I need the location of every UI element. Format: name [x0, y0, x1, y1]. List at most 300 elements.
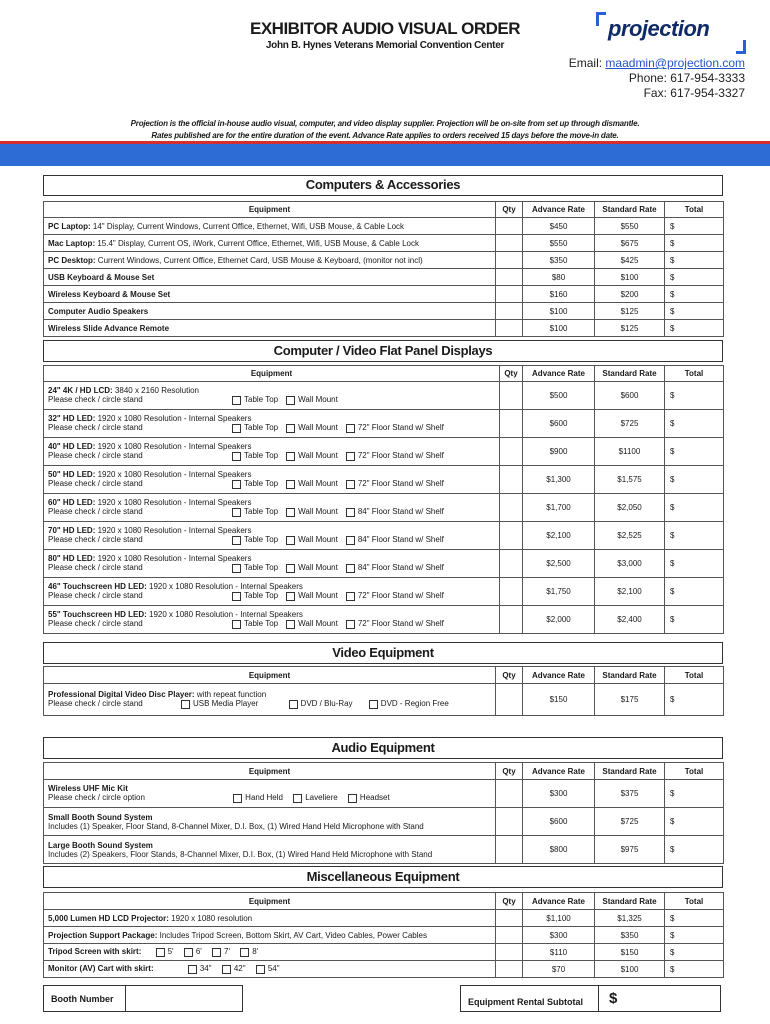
- total-cell[interactable]: $: [665, 910, 724, 927]
- option-wall-mount: Wall Mount: [298, 423, 338, 433]
- advance-rate: $100: [523, 303, 595, 320]
- option-wall-mount: Wall Mount: [298, 591, 338, 601]
- section-title-computers: Computers & Accessories: [43, 175, 723, 196]
- advance-rate: $80: [523, 269, 595, 286]
- check-note: Please check / circle option: [48, 793, 145, 803]
- item-name: Wireless Slide Advance Remote: [48, 323, 170, 333]
- qty-cell[interactable]: [496, 303, 523, 320]
- equipment-cell: [44, 606, 500, 634]
- item-name: 24" 4K / HD LCD:: [48, 386, 113, 396]
- table-row: [44, 606, 724, 634]
- option-floor-stand: 72" Floor Stand w/ Shelf: [357, 591, 444, 601]
- col-standard: Standard Rate: [595, 667, 665, 684]
- check-note: Please check / circle stand: [48, 535, 143, 545]
- check-note: Please check / circle stand: [48, 423, 143, 433]
- standard-rate: $2,400: [595, 606, 665, 634]
- item-desc: Current Windows, Current Office, Ethernet Card, USB Mouse & Keyboard, (monitor not incl): [97, 255, 423, 265]
- qty-cell[interactable]: [496, 944, 523, 961]
- standard-rate: $725: [595, 808, 665, 836]
- standard-rate: $550: [595, 218, 665, 235]
- booth-number-field[interactable]: [128, 986, 242, 1011]
- standard-rate: $1,575: [595, 466, 665, 494]
- item-name: 40" HD LED:: [48, 442, 96, 452]
- equipment-cell: [44, 218, 496, 235]
- checkbox[interactable]: [232, 592, 241, 601]
- advance-rate: $1,750: [523, 578, 595, 606]
- col-standard: Standard Rate: [595, 366, 665, 382]
- checkbox[interactable]: [188, 965, 197, 974]
- col-equipment: Equipment: [44, 667, 496, 684]
- equipment-cell: [44, 910, 496, 927]
- checkbox[interactable]: [286, 396, 295, 405]
- equipment-cell: [44, 252, 496, 269]
- option-34in: 34": [199, 964, 212, 974]
- item-desc: Includes (1) Speaker, Floor Stand, 8-Channel Mixer, D.I. Box, (1) Wired Hand Held Microphone with Stand: [48, 821, 424, 831]
- checkbox[interactable]: [286, 452, 295, 461]
- item-desc: 1920 x 1080 Resolution - Internal Speakers: [97, 470, 252, 480]
- advance-rate: $900: [523, 438, 595, 466]
- computers-table: [43, 201, 724, 337]
- checkbox[interactable]: [286, 508, 295, 517]
- col-equipment: Equipment: [44, 366, 500, 382]
- table-row: [44, 961, 724, 978]
- item-name: 50" HD LED:: [48, 470, 96, 480]
- standard-rate: $125: [595, 303, 665, 320]
- total-cell[interactable]: $: [665, 836, 724, 864]
- total-cell[interactable]: $: [665, 410, 724, 438]
- option-wall-mount: Wall Mount: [298, 479, 338, 489]
- checkbox[interactable]: [233, 794, 242, 803]
- advance-rate: $110: [523, 944, 595, 961]
- standard-rate: $675: [595, 235, 665, 252]
- total-cell[interactable]: $: [665, 235, 724, 252]
- col-advance: Advance Rate: [523, 366, 595, 382]
- item-name: Projection Support Package:: [48, 930, 158, 940]
- checkbox[interactable]: [212, 948, 221, 957]
- equipment-cell: [44, 235, 496, 252]
- table-row: [44, 269, 724, 286]
- col-qty: Qty: [496, 763, 523, 780]
- total-cell[interactable]: $: [665, 550, 724, 578]
- checkbox[interactable]: [232, 480, 241, 489]
- total-cell[interactable]: $: [665, 606, 724, 634]
- col-advance: Advance Rate: [523, 893, 595, 910]
- col-equipment: Equipment: [44, 893, 496, 910]
- item-desc: 1920 x 1080 Resolution - Internal Speakers: [97, 554, 252, 564]
- checkbox[interactable]: [181, 700, 190, 709]
- table-row: [44, 578, 724, 606]
- option-table-top: Table Top: [244, 507, 279, 517]
- displays-table: [43, 365, 724, 634]
- table-row: [44, 550, 724, 578]
- advance-rate: $1,700: [523, 494, 595, 522]
- option-floor-stand: 72" Floor Stand w/ Shelf: [357, 451, 444, 461]
- advance-rate: $150: [523, 684, 595, 716]
- checkbox[interactable]: [346, 536, 355, 545]
- section-title-video: Video Equipment: [43, 642, 723, 664]
- checkbox[interactable]: [346, 592, 355, 601]
- standard-rate: $2,525: [595, 522, 665, 550]
- advance-rate: $500: [523, 382, 595, 410]
- standard-rate: $150: [595, 944, 665, 961]
- option-wall-mount: Wall Mount: [298, 535, 338, 545]
- checkbox[interactable]: [232, 564, 241, 573]
- checkbox[interactable]: [240, 948, 249, 957]
- checkbox[interactable]: [289, 700, 298, 709]
- total-cell[interactable]: $: [665, 780, 724, 808]
- option-6ft: 6': [195, 947, 202, 957]
- option-wall-mount: Wall Mount: [298, 451, 338, 461]
- logo-text: projection: [608, 16, 710, 41]
- total-cell[interactable]: $: [665, 808, 724, 836]
- check-note: Please check / circle stand: [48, 395, 143, 405]
- qty-cell[interactable]: [500, 522, 523, 550]
- item-name: Mac Laptop:: [48, 238, 96, 248]
- checkbox[interactable]: [286, 592, 295, 601]
- booth-number-label: Booth Number: [51, 994, 114, 1004]
- item-name: 32" HD LED:: [48, 414, 96, 424]
- option-table-top: Table Top: [244, 591, 279, 601]
- equipment-cell: [44, 836, 496, 864]
- col-qty: Qty: [496, 667, 523, 684]
- item-name: Computer Audio Speakers: [48, 306, 149, 316]
- checkbox[interactable]: [346, 480, 355, 489]
- col-advance: Advance Rate: [523, 667, 595, 684]
- equipment-cell: [44, 494, 500, 522]
- option-wall-mount: Wall Mount: [298, 395, 338, 405]
- col-standard: Standard Rate: [595, 763, 665, 780]
- equipment-cell: [44, 522, 500, 550]
- item-name: PC Laptop:: [48, 221, 91, 231]
- equipment-cell: [44, 780, 496, 808]
- qty-cell[interactable]: [496, 684, 523, 716]
- item-desc: 1920 x 1080 Resolution - Internal Speakers: [97, 526, 252, 536]
- option-table-top: Table Top: [244, 451, 279, 461]
- col-qty: Qty: [500, 366, 523, 382]
- item-name: Tripod Screen with skirt:: [48, 947, 142, 957]
- option-hand-held: Hand Held: [245, 793, 283, 803]
- advance-rate: $1,100: [523, 910, 595, 927]
- equipment-cell: [44, 578, 500, 606]
- standard-rate: $175: [595, 684, 665, 716]
- projection-logo: [596, 12, 746, 54]
- table-row: [44, 808, 724, 836]
- checkbox[interactable]: [184, 948, 193, 957]
- phone: Phone: 617-954-3333: [628, 71, 745, 85]
- option-wall-mount: Wall Mount: [298, 507, 338, 517]
- col-qty: Qty: [496, 893, 523, 910]
- standard-rate: $350: [595, 927, 665, 944]
- advance-rate: $550: [523, 235, 595, 252]
- checkbox[interactable]: [232, 424, 241, 433]
- item-desc: 1920 x 1080 Resolution - Internal Speakers: [97, 442, 252, 452]
- advance-rate: $70: [523, 961, 595, 978]
- qty-cell[interactable]: [496, 961, 523, 978]
- total-cell[interactable]: $: [665, 320, 724, 337]
- table-row: [44, 286, 724, 303]
- subtotal-label: Equipment Rental Subtotal: [468, 997, 584, 1007]
- item-name: Wireless Keyboard & Mouse Set: [48, 289, 171, 299]
- qty-cell[interactable]: [500, 606, 523, 634]
- item-desc: 1920 x 1080 Resolution - Internal Speakers: [97, 414, 252, 424]
- item-name: 70" HD LED:: [48, 526, 96, 536]
- equipment-cell: [44, 320, 496, 337]
- total-cell[interactable]: $: [665, 684, 724, 716]
- misc-table: [43, 892, 724, 978]
- total-cell[interactable]: $: [665, 438, 724, 466]
- table-row: [44, 944, 724, 961]
- option-floor-stand: 84" Floor Stand w/ Shelf: [357, 563, 444, 573]
- table-row: [44, 836, 724, 864]
- qty-cell[interactable]: [500, 550, 523, 578]
- total-cell[interactable]: $: [665, 466, 724, 494]
- option-table-top: Table Top: [244, 479, 279, 489]
- option-5ft: 5': [167, 947, 174, 957]
- table-row: [44, 522, 724, 550]
- equipment-cell: [44, 944, 496, 961]
- qty-cell[interactable]: [500, 438, 523, 466]
- checkbox[interactable]: [232, 536, 241, 545]
- blue-banner: [0, 144, 770, 166]
- option-floor-stand: 84" Floor Stand w/ Shelf: [357, 535, 444, 545]
- col-total: Total: [665, 667, 724, 684]
- option-table-top: Table Top: [244, 423, 279, 433]
- qty-cell[interactable]: [496, 286, 523, 303]
- table-row: [44, 320, 724, 337]
- table-row: [44, 382, 724, 410]
- checkbox[interactable]: [286, 424, 295, 433]
- advance-rate: $1,300: [523, 466, 595, 494]
- item-name: Large Booth Sound System: [48, 840, 153, 850]
- table-row: [44, 303, 724, 320]
- option-floor-stand: 72" Floor Stand w/ Shelf: [357, 423, 444, 433]
- standard-rate: $975: [595, 836, 665, 864]
- item-name: USB Keyboard & Mouse Set: [48, 272, 155, 282]
- item-name: 5,000 Lumen HD LCD Projector:: [48, 913, 169, 923]
- option-wall-mount: Wall Mount: [298, 563, 338, 573]
- section-title-audio: Audio Equipment: [43, 737, 723, 759]
- col-total: Total: [665, 893, 724, 910]
- qty-cell[interactable]: [500, 466, 523, 494]
- option-floor-stand: 72" Floor Stand w/ Shelf: [357, 479, 444, 489]
- option-floor-stand: 84" Floor Stand w/ Shelf: [357, 507, 444, 517]
- equipment-cell: [44, 684, 496, 716]
- advance-rate: $160: [523, 286, 595, 303]
- qty-cell[interactable]: [496, 269, 523, 286]
- check-note: Please check / circle stand: [48, 699, 143, 709]
- qty-cell[interactable]: [496, 320, 523, 337]
- table-row: [44, 252, 724, 269]
- check-note: Please check / circle stand: [48, 479, 143, 489]
- checkbox[interactable]: [346, 508, 355, 517]
- qty-cell[interactable]: [496, 235, 523, 252]
- checkbox[interactable]: [346, 620, 355, 629]
- option-8ft: 8': [252, 947, 259, 957]
- check-note: Please check / circle stand: [48, 591, 143, 601]
- option-headset: Headset: [359, 793, 390, 803]
- option-table-top: Table Top: [244, 563, 279, 573]
- section-title-misc: Miscellaneous Equipment: [43, 866, 723, 888]
- item-desc: 14" Display, Current Windows, Current Office, Ethernet, Wifi, USB Mouse, & Cable Lock: [92, 221, 405, 231]
- checkbox[interactable]: [346, 564, 355, 573]
- standard-rate: $2,100: [595, 578, 665, 606]
- check-note: Please check / circle stand: [48, 619, 143, 629]
- total-cell[interactable]: $: [665, 218, 724, 235]
- table-row: [44, 927, 724, 944]
- standard-rate: $600: [595, 382, 665, 410]
- option-bluray: DVD / Blu-Ray: [300, 699, 353, 709]
- audio-table: [43, 762, 724, 864]
- item-name: 60" HD LED:: [48, 498, 96, 508]
- qty-cell[interactable]: [496, 252, 523, 269]
- advance-rate: $100: [523, 320, 595, 337]
- col-total: Total: [665, 763, 724, 780]
- email-link[interactable]: maadmin@projection.com: [605, 56, 745, 70]
- contact-info: [569, 56, 745, 101]
- subtotal-value[interactable]: $: [609, 990, 618, 1007]
- item-name: Monitor (AV) Cart with skirt:: [48, 964, 154, 974]
- checkbox[interactable]: [232, 620, 241, 629]
- checkbox[interactable]: [156, 948, 165, 957]
- item-desc: with repeat function: [196, 690, 267, 700]
- advance-rate: $2,500: [523, 550, 595, 578]
- check-note: Please check / circle stand: [48, 507, 143, 517]
- fax: Fax: 617-954-3327: [643, 86, 745, 100]
- video-table: [43, 666, 724, 716]
- checkbox[interactable]: [293, 794, 302, 803]
- checkbox[interactable]: [232, 508, 241, 517]
- checkbox[interactable]: [286, 480, 295, 489]
- venue-name: John B. Hynes Veterans Memorial Convention Center: [265, 40, 505, 51]
- checkbox[interactable]: [348, 794, 357, 803]
- equipment-cell: [44, 466, 500, 494]
- checkbox[interactable]: [232, 396, 241, 405]
- item-desc: Includes (2) Speakers, Floor Stands, 8-Channel Mixer, D.I. Box, (1) Wired Hand Held Microphone with Stand: [48, 849, 433, 859]
- option-floor-stand: 72" Floor Stand w/ Shelf: [357, 619, 444, 629]
- checkbox[interactable]: [286, 536, 295, 545]
- section-title-displays: Computer / Video Flat Panel Displays: [43, 340, 723, 362]
- equipment-cell: [44, 927, 496, 944]
- col-equipment: Equipment: [44, 763, 496, 780]
- total-cell[interactable]: $: [665, 578, 724, 606]
- qty-cell[interactable]: [496, 910, 523, 927]
- standard-rate: $1,325: [595, 910, 665, 927]
- standard-rate: $425: [595, 252, 665, 269]
- option-laveliere: Laveliere: [305, 793, 338, 803]
- checkbox[interactable]: [232, 452, 241, 461]
- option-wall-mount: Wall Mount: [298, 619, 338, 629]
- item-name: 55" Touchscreen HD LED:: [48, 610, 147, 620]
- total-cell[interactable]: $: [665, 927, 724, 944]
- item-desc: 1920 x 1080 Resolution - Internal Speakers: [149, 610, 303, 620]
- standard-rate: $375: [595, 780, 665, 808]
- total-cell[interactable]: $: [665, 494, 724, 522]
- option-54in: 54": [267, 964, 280, 974]
- item-desc: 1920 x 1080 Resolution - Internal Speakers: [149, 582, 303, 592]
- qty-cell[interactable]: [500, 410, 523, 438]
- option-42in: 42": [233, 964, 246, 974]
- total-cell[interactable]: $: [665, 944, 724, 961]
- qty-cell[interactable]: [500, 578, 523, 606]
- qty-cell[interactable]: [496, 808, 523, 836]
- booth-number-box: [43, 985, 243, 1012]
- col-total: Total: [665, 366, 724, 382]
- qty-cell[interactable]: [496, 780, 523, 808]
- standard-rate: $1100: [595, 438, 665, 466]
- item-desc: 15.4" Display, Current OS, iWork, Current Office, Ethernet, Wifi, USB Mouse, & Cable Lock: [97, 238, 419, 248]
- equipment-cell: [44, 550, 500, 578]
- checkbox[interactable]: [369, 700, 378, 709]
- total-cell[interactable]: $: [665, 252, 724, 269]
- qty-cell[interactable]: [496, 927, 523, 944]
- table-row: [44, 910, 724, 927]
- equipment-cell: [44, 961, 496, 978]
- item-desc: 3840 x 2160 Resolution: [114, 386, 199, 396]
- checkbox[interactable]: [346, 452, 355, 461]
- table-row: [44, 410, 724, 438]
- qty-cell[interactable]: [500, 494, 523, 522]
- total-cell[interactable]: $: [665, 961, 724, 978]
- col-standard: Standard Rate: [595, 202, 665, 218]
- qty-cell[interactable]: [496, 836, 523, 864]
- table-row: [44, 684, 724, 716]
- item-name: Wireless UHF Mic Kit: [48, 784, 128, 794]
- option-table-top: Table Top: [244, 619, 279, 629]
- col-advance: Advance Rate: [523, 202, 595, 218]
- page-title: EXHIBITOR AUDIO VISUAL ORDER: [250, 19, 520, 38]
- col-total: Total: [665, 202, 724, 218]
- standard-rate: $100: [595, 269, 665, 286]
- check-note: Please check / circle stand: [48, 451, 143, 461]
- table-row: [44, 235, 724, 252]
- item-desc: 1920 x 1080 Resolution - Internal Speakers: [97, 498, 252, 508]
- check-note: Please check / circle stand: [48, 563, 143, 573]
- item-desc: 1920 x 1080 resolution: [171, 913, 253, 923]
- col-advance: Advance Rate: [523, 763, 595, 780]
- total-cell[interactable]: $: [665, 269, 724, 286]
- item-name: PC Desktop:: [48, 255, 96, 265]
- item-desc: Includes Tripod Screen, Bottom Skirt, AV Cart, Video Cables, Power Cables: [159, 930, 427, 940]
- col-standard: Standard Rate: [595, 893, 665, 910]
- advance-rate: $800: [523, 836, 595, 864]
- checkbox[interactable]: [346, 424, 355, 433]
- checkbox[interactable]: [286, 564, 295, 573]
- equipment-cell: [44, 410, 500, 438]
- option-region-free: DVD - Region Free: [380, 699, 449, 709]
- advance-rate: $350: [523, 252, 595, 269]
- total-cell[interactable]: $: [665, 303, 724, 320]
- standard-rate: $100: [595, 961, 665, 978]
- table-row: [44, 218, 724, 235]
- equipment-cell: [44, 269, 496, 286]
- qty-cell[interactable]: [500, 382, 523, 410]
- checkbox[interactable]: [286, 620, 295, 629]
- col-equipment: Equipment: [44, 202, 496, 218]
- table-row: [44, 494, 724, 522]
- subtotal-box: [460, 985, 721, 1012]
- advance-rate: $600: [523, 808, 595, 836]
- table-row: [44, 438, 724, 466]
- checkbox[interactable]: [222, 965, 231, 974]
- total-cell[interactable]: $: [665, 286, 724, 303]
- col-qty: Qty: [496, 202, 523, 218]
- standard-rate: $2,050: [595, 494, 665, 522]
- checkbox[interactable]: [256, 965, 265, 974]
- total-cell[interactable]: $: [665, 382, 724, 410]
- total-cell[interactable]: $: [665, 522, 724, 550]
- equipment-cell: [44, 382, 500, 410]
- qty-cell[interactable]: [496, 218, 523, 235]
